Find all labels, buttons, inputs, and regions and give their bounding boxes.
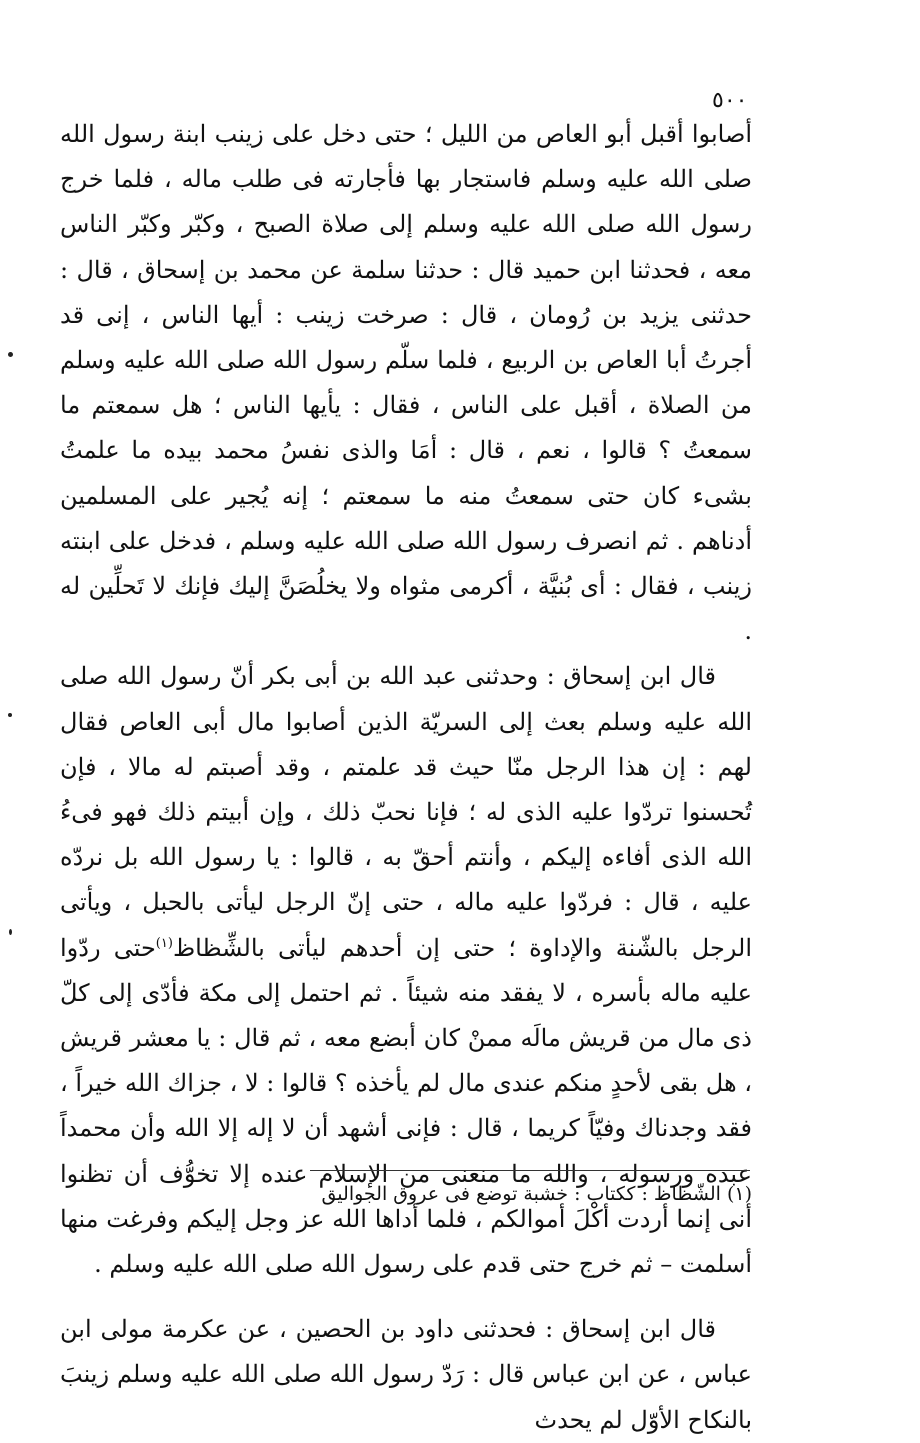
paragraph-2-text: قال ابن إسحاق : وحدثنى عبد الله بن أبى بكر أنّ رسول الله صلى الله عليه وسلم بعث إلى السريّة الذين أصابوا مال أبى العاص فقال لهم : إن هذا الرجل منّا حيث قد علمتم ، وقد أصبتم له مالا ، فإن تُحسنوا تردّوا عليه الذى له ؛ فإنا نحبّ ذلك ، وإن أبيتم ذلك فهو فىءُ الله الذى أفاءه إليكم ، وأنتم أحقّ به ، قالوا : يا رسول الله بل نردّه عليه ، قال : فردّوا عليه ماله ، حتى إنّ الرجل ليأتى بالحبل ، ويأتى الرجل بالشّنة والإداوة ؛ حتى إن أحدهم ليأتى بالشِّظاظ <box>60 662 753 962</box>
main-text <box>60 112 752 1443</box>
margin-dot-mark <box>9 929 12 935</box>
footnote-reference[interactable]: (١) <box>155 935 173 951</box>
footnote: (١) الشّظاظ : ككتاب : خشبة توضع فى عروق الجواليق <box>321 1183 752 1205</box>
paragraph-2-continuation: حتى ردّوا عليه ماله بأسره ، لا يفقد منه شيئاً . ثم احتمل إلى مكة فأدّى إلى كلّ ذى مال من قريش مالَه ممنْ كان أبضع معه ، ثم قال : يا معشر قريش ، هل بقى لأحدٍ منكم عندى مال لم يأخذه ؟ قالوا : لا ، جزاك الله خيراً ، فقد وجدناك وفيّاً كريما ، قال : فإنى أشهد أن لا إله إلا الله وأن محمداً عبده ورسوله ، والله ما منعنى من الإسلام عنده إلا تخوُّف أن تظنوا أنى إنما أردت أكْلَ أموالكم ، فلما أداها الله عز وجل إليكم وفرغت منها أسلمت – ثم خرج حتى قدم على رسول الله صلى الله عليه وسلم . <box>60 933 752 1279</box>
margin-dot-mark <box>8 713 12 717</box>
page-number: ٥٠٠ <box>712 88 748 113</box>
footnote-divider <box>310 1170 750 1171</box>
paragraph-1: أصابوا أقبل أبو العاص من الليل ؛ حتى دخل على زينب ابنة رسول الله صلى الله عليه وسلم فاستجار بها فأجارته فى طلب ماله ، فلما خرج رسول الله صلى الله عليه وسلم إلى صلاة الصبح ، وكبّر وكبّر الناس معه ، فحدثنا ابن حميد قال : حدثنا سلمة عن محمد بن إسحاق ، قال : حدثنى يزيد بن رُومان ، قال : صرخت زينب : أيها الناس ، إنى قد أجرتُ أبا العاص بن الربيع ، فلما سلّم رسول الله صلى الله عليه وسلم من الصلاة ، أقبل على الناس ، فقال : يأيها الناس ؛ هل سمعتم ما سمعتُ ؟ قالوا ، نعم ، قال : أمَا والذى نفسُ محمد بيده ما علمتُ بشىء كان حتى سمعتُ منه ما سمعتم ؛ إنه يُجير على المسلمين أدناهم . ثم انصرف رسول الله صلى الله عليه وسلم ، فدخل على ابنته زينب ، فقال : أى بُنيَّة ، أكرمى مثواه ولا يخلُصَنَّ إليك فإنك لا تَحلِّين له . <box>60 120 752 646</box>
margin-dot-mark <box>8 352 13 357</box>
paragraph-3: قال ابن إسحاق : فحدثنى داود بن الحصين ، عن عكرمة مولى ابن عباس ، عن ابن عباس قال : رَدّ رسول الله صلى الله عليه وسلم زينبَ بالنكاح الأوّل لم يحدث <box>60 1315 752 1434</box>
